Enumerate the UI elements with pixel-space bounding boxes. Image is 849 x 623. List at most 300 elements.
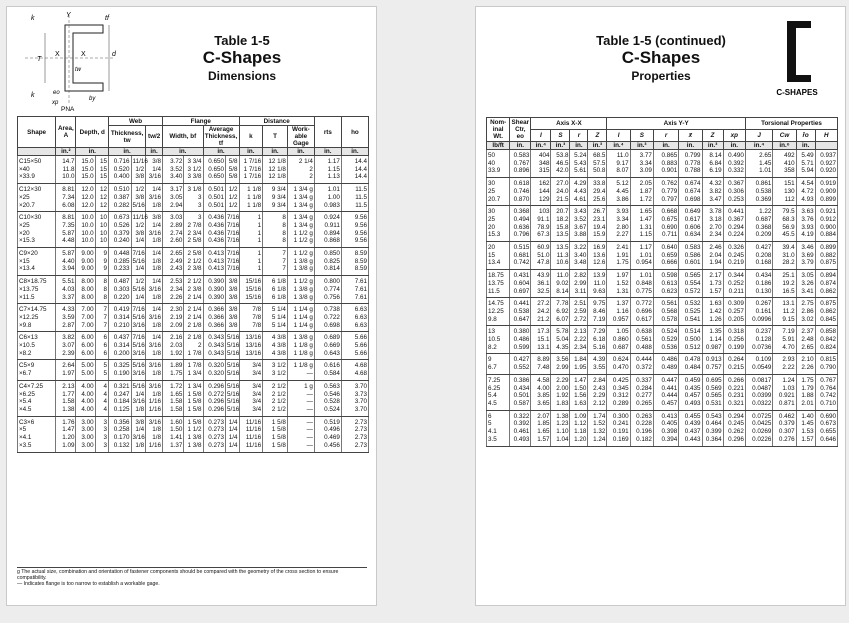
header-property-13: Cw [773,130,796,142]
table-cell: ×5 [18,426,56,434]
table-cell: 0.861 [745,178,772,188]
table-cell: C12×30 [18,184,56,194]
table-cell: 11/16 [239,426,263,434]
table-cell: 1.73 [702,280,723,288]
table-cell: 0.425 [607,374,630,384]
unit-ho: in. [341,148,368,156]
table-cell: 21.5 [551,196,570,206]
table-cell: 6 [95,332,108,342]
table-cell: C3×6 [18,416,56,426]
table-cell: 15 [95,156,108,166]
table-cell: 25.6 [588,196,607,206]
table-cell: 0.954 [630,259,653,269]
table-cell: 15 [487,252,510,260]
table-cell: 0.0817 [745,374,772,384]
table-cell: 1.17 [314,156,341,166]
table-row [487,428,838,436]
table-cell: 0.168 [745,259,772,269]
table-cell: 13.75 [487,280,510,288]
table-row [18,426,369,434]
table-cell: 3/4 [239,406,263,416]
table-cell: 3/16 [146,314,163,322]
table-cell: 2 3/8 [184,286,203,294]
table-cell: 0.245 [723,252,745,260]
table-cell: 7 [263,248,288,258]
table-cell: 0.0996 [745,316,772,326]
table-cell: 0.690 [653,224,678,232]
table-cell: 0.722 [314,314,341,322]
table-cell: 0.435 [679,385,702,393]
table-cell: 0.690 [815,410,837,420]
table-cell: 3/16 [146,380,163,390]
table-cell: 0.689 [314,332,341,342]
table-cell: 11.8 [56,166,76,174]
table-cell: ×6.25 [18,391,56,399]
table-cell: 6.00 [76,350,95,360]
table-cell: 0.0269 [745,428,772,436]
table-cell: 0.824 [815,344,837,354]
table-cell: 7.61 [341,276,368,286]
table-cell: 0.675 [653,216,678,224]
table-cell: 1 5/8 [263,434,288,442]
table-cell: 1.47 [570,374,588,384]
table-cell: 2.70 [702,224,723,232]
table-cell: 0.455 [679,410,702,420]
table-cell: 6 1/8 [263,286,288,294]
table-cell: 0.210 [109,322,131,332]
table-cell: 5.51 [56,276,76,286]
table-cell: 0.650 [203,156,225,166]
table-cell: 3/16 [132,398,145,406]
table-cell: 3.5 [487,436,510,446]
table-cell: 5/16 [131,360,146,370]
unit-property-4: in. [570,142,588,150]
table-cell: 5 1/4 [263,322,288,332]
table-cell: 1/4 [131,391,146,399]
table-cell: 13.5 [551,242,570,252]
table-cell: 0.764 [815,385,837,393]
table-cell: 0.296 [203,380,225,390]
table-cell: 0.618 [510,178,531,188]
table-cell: 0.0736 [745,344,772,354]
header-rts: rts [314,117,341,148]
table-cell: 0.666 [653,259,678,269]
table-cell: 0.372 [630,364,653,374]
table-cell: 45.5 [773,231,796,241]
table-cell: 0.716 [109,156,131,166]
table-cell: 0.493 [510,436,531,446]
header-property-15: H [815,130,837,142]
table-cell: 1 3/4 g [287,222,314,230]
table-cell: 5.04 [551,336,570,344]
table-cell: 0.650 [203,166,225,174]
table-cell: 0.587 [510,400,531,410]
table-cell: 6.08 [56,202,76,212]
table-cell: 2 5/8 [184,248,203,258]
table-cell: 0.457 [679,392,702,400]
table-cell: 0.390 [203,286,225,294]
table-cell: 0.277 [630,392,653,400]
table-cell: 0.256 [723,336,745,344]
table-cell: 0.814 [314,265,341,275]
table-cell: 7.00 [76,322,95,332]
table-cell: 3.82 [702,188,723,196]
table-cell: 10.6 [551,259,570,269]
table-cell: 3.85 [531,392,551,400]
table-cell: 6 1/8 [263,276,288,286]
table-cell: 0.132 [109,442,131,452]
table-cell: 0.698 [314,322,341,332]
table-row [18,380,369,390]
table-cell: 1.37 [163,442,184,452]
table-cell: 0.366 [203,314,225,322]
table-cell: 2.43 [588,385,607,393]
table-cell: 0.186 [745,280,772,288]
table-cell: 0.710 [815,400,837,410]
table-cell: 13.5 [551,231,570,241]
table-cell: 7/16 [225,237,239,247]
table-row [18,248,369,258]
table-cell: 3.59 [56,314,76,322]
table-cell: 1.01 [630,270,653,280]
table-cell: 11/16 [131,156,146,166]
table-cell: 13/16 [239,332,263,342]
table-cell: 3.82 [56,332,76,342]
table-cell: 1.57 [796,436,815,446]
table-cell: 10 [95,212,108,222]
table-cell: 0.273 [203,434,225,442]
table-cell: 8.00 [76,286,95,294]
table-cell: 5.66 [341,350,368,360]
header-axis-yy: Axis Y-Y [607,118,745,130]
unit-property-14: in. [796,142,815,150]
table-cell: 1/16 [146,406,163,416]
table-cell: 2.26 [163,294,184,304]
table-cell: 6.00 [76,342,95,350]
table-cell: 2.17 [702,270,723,280]
table-cell: 1 [239,237,263,247]
table-cell: 0.569 [702,385,723,393]
table-cell: 1 1/4 g [287,314,314,322]
table-cell: 1.24 [773,374,796,384]
table-cell: ×25 [18,194,56,202]
table-cell: 0.312 [607,392,630,400]
table-row [18,286,369,294]
table-cell: 1.75 [163,370,184,380]
table-cell: 3.40 [163,173,184,183]
table-cell: 9.00 [76,248,95,258]
table-cell: 3/4 [239,380,263,390]
table-row [487,336,838,344]
table-cell: 5/16 [225,350,239,360]
table-cell: 0.584 [314,370,341,380]
table-cell: 0.493 [679,400,702,410]
table-cell: 7.61 [341,286,368,294]
table-row [487,224,838,232]
table-cell: 1.53 [796,428,815,436]
table-cell: 0.875 [815,298,837,308]
table-cell: 2.60 [163,237,184,247]
properties-table-body [487,150,838,447]
table-cell: 1 [239,212,263,222]
table-cell: 1 3/4 [184,370,203,380]
table-cell: 0.756 [314,294,341,304]
table-cell: 5/16 [131,202,146,212]
table-cell: 0.742 [815,392,837,400]
table-cell: 17.3 [531,326,551,336]
table-row [487,354,838,364]
table-cell: 0.496 [314,426,341,434]
table-cell: 0.325 [109,360,131,370]
table-cell: 9 [95,248,108,258]
table-row [487,206,838,216]
properties-table [486,117,838,447]
table-cell: 0.875 [815,259,837,269]
table-cell: ×3.5 [18,442,56,452]
table-cell: 0.900 [815,224,837,232]
table-cell: 2 5/8 [184,237,203,247]
table-cell: 4.1 [487,428,510,436]
table-cell: 0.842 [815,336,837,344]
table-cell: ×33.9 [18,173,56,183]
table-cell: 1 1/2 g [287,230,314,238]
diagram-label-tf: tf [105,15,109,22]
table-cell: 7 [263,258,288,266]
table-cell: 1 5/8 [263,416,288,426]
table-row [487,259,838,269]
table-cell: 0.441 [723,206,745,216]
table-cell: 3 [184,194,203,202]
table-cell: 3 [184,202,203,212]
table-row [18,222,369,230]
table-row [487,196,838,206]
table-cell: 0.563 [314,380,341,390]
table-cell: 6.00 [76,332,95,342]
table-cell: 2.49 [163,258,184,266]
table-cell: 8 [95,294,108,304]
table-cell: 9 3/4 [263,194,288,202]
table-cell: 1 5/8 [184,398,203,406]
unit-property-13: in.⁶ [773,142,796,150]
table-cell: 8.81 [56,184,76,194]
table-cell: 0.800 [314,276,341,286]
diagram-label-x-left: X [55,51,60,58]
table-cell: 10 [95,222,108,230]
table-cell: 1.45 [796,420,815,428]
table-cell: 1/16 [146,398,163,406]
table-cell: 0.638 [630,326,653,336]
unit-k: in. [239,148,263,156]
table-cell: 15.0 [76,173,95,183]
table-cell: 33.9 [487,167,510,177]
table-cell: 50 [487,150,510,160]
table-cell: 1/2 [131,166,146,174]
table-cell: 5 [95,370,108,380]
table-cell: 2.10 [796,354,815,364]
table-cell: 1.01 [745,167,772,177]
table-cell: ×10.5 [18,342,56,350]
table-cell: 0.314 [109,314,131,322]
table-cell: 0.650 [203,173,225,183]
table-cell: 5.66 [341,342,368,350]
table-cell: 43.9 [531,270,551,280]
unit-property-9: in. [679,142,702,150]
table-cell: 12 [95,184,108,194]
table-cell: 3.70 [341,398,368,406]
table-cell: 5.49 [796,150,815,160]
table-cell: 0.696 [630,308,653,316]
table-cell: 5.78 [551,326,570,336]
table-cell: 3/8 [146,212,163,222]
table-cell: 3/8 [131,173,146,183]
c-shape-icon [765,19,829,97]
table-cell: 0.528 [314,398,341,406]
table-cell: 0.536 [653,344,678,354]
table-cell: 3/8 [225,304,239,314]
unit-tw2: in. [146,148,163,156]
table-cell: 36.1 [531,280,551,288]
table-cell: 3/4 [239,398,263,406]
table-cell: 0.860 [607,336,630,344]
table-cell: C5×9 [18,360,56,370]
table-cell: 3.02 [796,316,815,326]
table-cell: 0.519 [314,416,341,426]
table-cell: 0.273 [203,416,225,426]
table-cell: 0.515 [510,242,531,252]
table-cell: 2.00 [551,385,570,393]
table-cell: 7.29 [588,326,607,336]
table-cell: 9.8 [487,316,510,326]
header-tw2: tw/2 [146,126,163,148]
table-cell: 0.228 [630,420,653,428]
table-cell: 11.3 [551,252,570,260]
table-cell: 1.09 [56,442,76,452]
table-cell: 3.40 [570,252,588,260]
table-cell: 2.22 [773,364,796,374]
table-cell: C6×13 [18,332,56,342]
table-cell: 0.775 [630,288,653,298]
table-cell: 2.89 [163,222,184,230]
table-cell: 2 1/2 [184,258,203,266]
table-cell: 10.0 [76,222,95,230]
table-cell: 7 [95,322,108,332]
table-cell: 53.8 [551,150,570,160]
table-cell: 0.698 [679,196,702,206]
table-cell: 3/16 [146,416,163,426]
header-torsional: Torsional Properties [745,118,837,130]
table-cell: 358 [773,167,796,177]
table-cell: 4.00 [76,398,95,406]
table-cell: 1 1/4 g [287,304,314,314]
table-cell: 11/16 [239,434,263,442]
table-cell: 1 [239,248,263,258]
table-cell: 68.5 [588,150,607,160]
table-cell: 13/16 [239,342,263,350]
table-cell: 5/8 [225,156,239,166]
table-cell: 0.526 [109,222,131,230]
table-cell: 0.306 [723,188,745,196]
table-cell: 1.72 [163,380,184,390]
table-cell: 0.512 [679,344,702,354]
table-cell: 1.13 [314,173,341,183]
table-row [487,252,838,260]
table-cell: 2.73 [341,442,368,452]
table-cell: 1.24 [588,436,607,446]
table-cell: 0.927 [815,160,837,168]
table-row [487,178,838,188]
table-cell: 31.0 [773,252,796,260]
table-cell: 1 7/16 [239,166,263,174]
table-cell: 0.674 [679,178,702,188]
unit-depth: in. [76,148,109,156]
table-cell: 12.25 [487,308,510,316]
table-cell: 0.343 [203,350,225,360]
table-cell: 410 [773,160,796,168]
table-cell: 0.264 [723,354,745,364]
table-cell: 1 1/8 g [287,350,314,360]
table-row [487,280,838,288]
table-cell: 10.0 [76,212,95,222]
table-cell: 8 [95,286,108,294]
table-row [18,276,369,286]
table-cell: 6.18 [588,336,607,344]
table-cell: 24.0 [551,188,570,196]
table-cell: 0.296 [203,398,225,406]
table-cell: 6 1/8 [263,294,288,304]
table-cell: 0.500 [679,336,702,344]
table-cell: 7/8 [239,322,263,332]
header-property-11: xp [723,130,745,142]
table-cell: — [287,398,314,406]
table-cell: 1.31 [607,288,630,298]
table-cell: 2.51 [570,298,588,308]
table-cell: 1 1/8 g [287,360,314,370]
table-cell: 162 [531,178,551,188]
table-cell: 4.43 [570,188,588,196]
table-cell: 4.61 [570,196,588,206]
table-cell: 1/8 [146,237,163,247]
header-area: Area, A [56,117,76,148]
table-cell: 4.48 [56,237,76,247]
diagram-label-d: d [112,51,116,58]
table-cell: 1/8 [146,202,163,212]
table-cell: 0.865 [653,150,678,160]
table-cell: 1 5/8 [184,416,203,426]
table-cell: 2.48 [796,336,815,344]
unit-rts: in. [314,148,341,156]
table-cell: 0.220 [109,294,131,304]
table-cell: 3.05 [163,194,184,202]
table-cell: 0.901 [653,167,678,177]
table-cell: 0.399 [702,428,723,436]
table-cell: ×20.7 [18,202,56,212]
table-cell: 4.93 [796,196,815,206]
table-cell: 2.37 [796,326,815,336]
table-cell: 0.387 [109,194,131,202]
table-cell: 2.64 [56,360,76,370]
table-cell: ×9.8 [18,322,56,332]
table-cell: 9.75 [588,298,607,308]
table-cell: 0.894 [815,270,837,280]
table-cell: 15 [95,173,108,183]
table-cell: 33.8 [588,178,607,188]
table-cell: 8 [263,212,288,222]
table-cell: 7/8 [239,314,263,322]
table-row [18,230,369,238]
table-cell: 0.431 [510,270,531,280]
table-cell: 0.825 [314,258,341,266]
table-cell: 1 7/8 [184,350,203,360]
